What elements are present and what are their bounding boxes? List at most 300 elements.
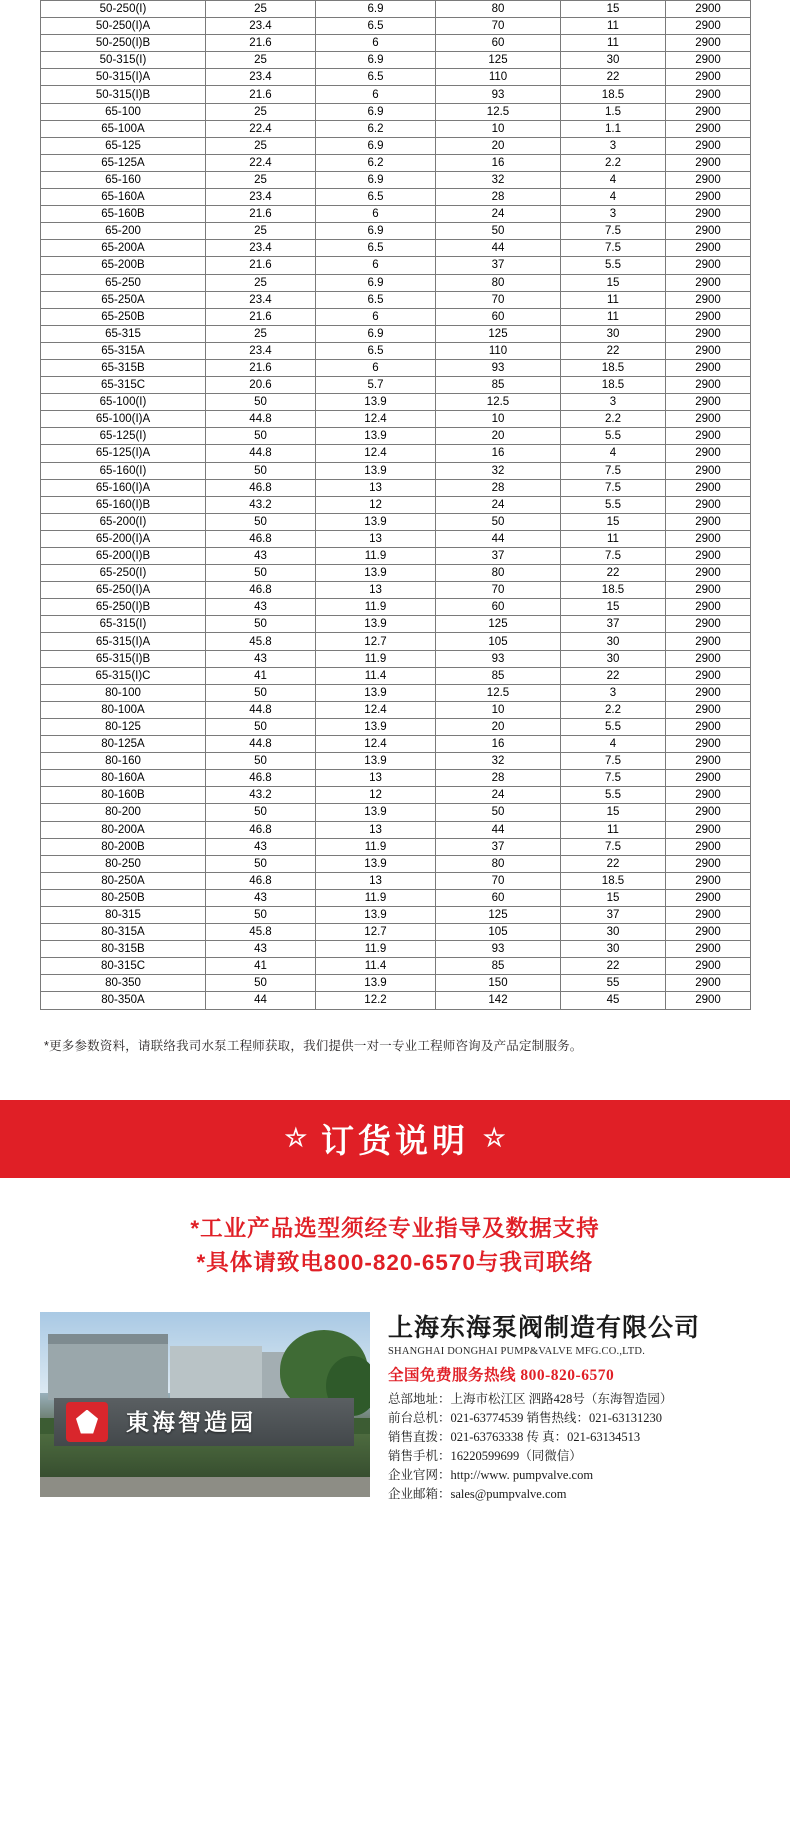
cell-model: 80-250B — [41, 889, 206, 906]
cell-value: 105 — [436, 924, 561, 941]
cell-model: 50-315(I) — [41, 52, 206, 69]
cell-value: 30 — [561, 633, 666, 650]
cell-value: 13.9 — [316, 684, 436, 701]
cell-value: 46.8 — [206, 821, 316, 838]
cell-value: 21.6 — [206, 35, 316, 52]
cell-value: 2900 — [666, 103, 751, 120]
cell-value: 18.5 — [561, 86, 666, 103]
cell-value: 2.2 — [561, 154, 666, 171]
cell-value: 43 — [206, 889, 316, 906]
cell-value: 6.5 — [316, 342, 436, 359]
cell-value: 7.5 — [561, 770, 666, 787]
cell-value: 11.4 — [316, 667, 436, 684]
cell-value: 7.5 — [561, 462, 666, 479]
cell-value: 2900 — [666, 308, 751, 325]
cell-value: 21.6 — [206, 257, 316, 274]
cell-value: 12 — [316, 787, 436, 804]
cell-value: 25 — [206, 137, 316, 154]
cell-value: 2900 — [666, 821, 751, 838]
table-row — [41, 240, 751, 257]
cell-value: 6 — [316, 206, 436, 223]
cell-value: 22 — [561, 855, 666, 872]
cell-value: 12.4 — [316, 701, 436, 718]
cell-value: 2900 — [666, 992, 751, 1009]
cell-value: 11 — [561, 821, 666, 838]
table-row — [41, 548, 751, 565]
cell-value: 30 — [561, 52, 666, 69]
photo-wall-text: 東海智造园 — [126, 1408, 256, 1435]
cell-value: 3 — [561, 684, 666, 701]
table-row — [41, 513, 751, 530]
cell-value: 45.8 — [206, 633, 316, 650]
table-row — [41, 1, 751, 18]
cell-model: 50-250(I) — [41, 1, 206, 18]
cell-value: 60 — [436, 308, 561, 325]
cell-value: 22.4 — [206, 154, 316, 171]
cell-value: 2900 — [666, 462, 751, 479]
cell-value: 2900 — [666, 291, 751, 308]
cell-value: 23.4 — [206, 240, 316, 257]
cell-value: 50 — [206, 718, 316, 735]
table-row — [41, 394, 751, 411]
cell-value: 2900 — [666, 667, 751, 684]
cell-value: 50 — [206, 975, 316, 992]
cell-value: 44.8 — [206, 736, 316, 753]
cell-value: 11 — [561, 35, 666, 52]
star-left-icon: ☆ — [284, 1123, 307, 1152]
hotline: 全国免费服务热线 800-820-6570 — [388, 1366, 615, 1384]
cell-value: 2900 — [666, 548, 751, 565]
cell-value: 2900 — [666, 650, 751, 667]
cell-value: 2900 — [666, 1, 751, 18]
cell-value: 3 — [561, 206, 666, 223]
cell-value: 23.4 — [206, 342, 316, 359]
cell-value: 2900 — [666, 35, 751, 52]
cell-value: 45.8 — [206, 924, 316, 941]
cell-value: 44.8 — [206, 701, 316, 718]
table-row — [41, 137, 751, 154]
cell-model: 65-100A — [41, 120, 206, 137]
cell-value: 12.7 — [316, 924, 436, 941]
cell-value: 2900 — [666, 240, 751, 257]
cell-value: 13 — [316, 770, 436, 787]
banner-title: 订货说明 — [321, 1122, 469, 1160]
table-row — [41, 855, 751, 872]
cell-value: 37 — [436, 838, 561, 855]
cell-value: 3 — [561, 394, 666, 411]
cell-model: 65-200(I)A — [41, 530, 206, 547]
cell-model: 65-100(I) — [41, 394, 206, 411]
cell-value: 12.5 — [436, 684, 561, 701]
cell-model: 80-250A — [41, 872, 206, 889]
cell-model: 80-250 — [41, 855, 206, 872]
cell-value: 105 — [436, 633, 561, 650]
footer-contact-line: 前台总机：021-63774539 销售热线：021-63131230 — [388, 1410, 662, 1425]
cell-value: 2900 — [666, 496, 751, 513]
cell-model: 65-160(I)B — [41, 496, 206, 513]
table-row — [41, 18, 751, 35]
cell-value: 2900 — [666, 616, 751, 633]
cell-value: 2900 — [666, 325, 751, 342]
cell-value: 2900 — [666, 941, 751, 958]
cell-model: 65-160(I)A — [41, 479, 206, 496]
cell-model: 65-125(I)A — [41, 445, 206, 462]
table-row — [41, 291, 751, 308]
cell-value: 30 — [561, 650, 666, 667]
slogan-line-1: *工业产品选型须经专业指导及数据支持 — [190, 1215, 600, 1241]
cell-model: 80-350 — [41, 975, 206, 992]
cell-value: 37 — [436, 548, 561, 565]
table-row — [41, 530, 751, 547]
cell-value: 15 — [561, 599, 666, 616]
cell-value: 2900 — [666, 206, 751, 223]
cell-value: 13.9 — [316, 855, 436, 872]
table-row — [41, 906, 751, 923]
cell-value: 41 — [206, 667, 316, 684]
cell-value: 18.5 — [561, 872, 666, 889]
cell-value: 6.5 — [316, 18, 436, 35]
table-row — [41, 462, 751, 479]
cell-value: 2900 — [666, 171, 751, 188]
cell-value: 70 — [436, 18, 561, 35]
cell-model: 65-315C — [41, 377, 206, 394]
cell-value: 22 — [561, 342, 666, 359]
cell-value: 28 — [436, 479, 561, 496]
cell-model: 80-315B — [41, 941, 206, 958]
cell-value: 13.9 — [316, 906, 436, 923]
cell-value: 6.5 — [316, 291, 436, 308]
cell-model: 65-315(I)C — [41, 667, 206, 684]
cell-value: 2900 — [666, 513, 751, 530]
cell-value: 7.5 — [561, 240, 666, 257]
cell-value: 18.5 — [561, 377, 666, 394]
cell-value: 15 — [561, 1, 666, 18]
cell-value: 18.5 — [561, 582, 666, 599]
cell-value: 7.5 — [561, 753, 666, 770]
cell-value: 125 — [436, 325, 561, 342]
cell-model: 80-125A — [41, 736, 206, 753]
table-row — [41, 189, 751, 206]
cell-model: 65-200(I)B — [41, 548, 206, 565]
cell-value: 2900 — [666, 770, 751, 787]
cell-value: 6 — [316, 86, 436, 103]
cell-value: 2900 — [666, 906, 751, 923]
cell-value: 13.9 — [316, 804, 436, 821]
cell-value: 50 — [206, 462, 316, 479]
table-row — [41, 616, 751, 633]
cell-value: 24 — [436, 496, 561, 513]
cell-value: 15 — [561, 513, 666, 530]
cell-value: 93 — [436, 359, 561, 376]
cell-value: 13.9 — [316, 565, 436, 582]
cell-value: 46.8 — [206, 582, 316, 599]
table-row — [41, 633, 751, 650]
cell-model: 80-160A — [41, 770, 206, 787]
cell-value: 80 — [436, 855, 561, 872]
cell-value: 32 — [436, 462, 561, 479]
cell-value: 2900 — [666, 530, 751, 547]
cell-model: 65-315(I)A — [41, 633, 206, 650]
cell-value: 10 — [436, 120, 561, 137]
cell-value: 6.9 — [316, 171, 436, 188]
table-row — [41, 496, 751, 513]
cell-value: 43.2 — [206, 496, 316, 513]
cell-value: 125 — [436, 906, 561, 923]
table-row — [41, 753, 751, 770]
cell-model: 65-125A — [41, 154, 206, 171]
cell-value: 70 — [436, 291, 561, 308]
cell-value: 50 — [206, 428, 316, 445]
cell-value: 7.5 — [561, 223, 666, 240]
table-row — [41, 889, 751, 906]
cell-value: 30 — [561, 325, 666, 342]
cell-value: 37 — [436, 257, 561, 274]
cell-model: 65-200B — [41, 257, 206, 274]
cell-model: 65-160 — [41, 171, 206, 188]
cell-value: 2900 — [666, 924, 751, 941]
cell-model: 65-250(I)A — [41, 582, 206, 599]
cell-value: 23.4 — [206, 69, 316, 86]
cell-value: 22 — [561, 565, 666, 582]
cell-value: 16 — [436, 736, 561, 753]
cell-value: 22 — [561, 958, 666, 975]
cell-value: 4 — [561, 171, 666, 188]
cell-value: 22 — [561, 69, 666, 86]
cell-value: 5.5 — [561, 428, 666, 445]
cell-value: 32 — [436, 171, 561, 188]
cell-value: 2900 — [666, 52, 751, 69]
cell-value: 2.2 — [561, 701, 666, 718]
cell-value: 2900 — [666, 479, 751, 496]
cell-value: 11.9 — [316, 599, 436, 616]
cell-value: 25 — [206, 325, 316, 342]
cell-value: 12 — [316, 496, 436, 513]
cell-value: 85 — [436, 958, 561, 975]
cell-value: 11.9 — [316, 889, 436, 906]
cell-value: 1.5 — [561, 103, 666, 120]
cell-value: 13.9 — [316, 462, 436, 479]
cell-value: 4 — [561, 189, 666, 206]
cell-value: 2900 — [666, 838, 751, 855]
cell-value: 85 — [436, 377, 561, 394]
cell-model: 80-200A — [41, 821, 206, 838]
cell-value: 2900 — [666, 445, 751, 462]
table-row — [41, 821, 751, 838]
cell-value: 24 — [436, 206, 561, 223]
cell-value: 50 — [206, 804, 316, 821]
cell-value: 2.2 — [561, 411, 666, 428]
table-row — [41, 325, 751, 342]
cell-value: 6.5 — [316, 189, 436, 206]
cell-value: 60 — [436, 889, 561, 906]
photo-road — [40, 1477, 370, 1497]
cell-value: 13.9 — [316, 975, 436, 992]
cell-value: 30 — [561, 924, 666, 941]
cell-value: 15 — [561, 274, 666, 291]
cell-value: 2900 — [666, 701, 751, 718]
table-row — [41, 684, 751, 701]
table-row — [41, 838, 751, 855]
cell-value: 6.2 — [316, 120, 436, 137]
cell-value: 142 — [436, 992, 561, 1009]
cell-value: 6.9 — [316, 325, 436, 342]
order-instructions-banner — [0, 1100, 790, 1178]
cell-value: 12.4 — [316, 445, 436, 462]
table-row — [41, 206, 751, 223]
table-row — [41, 342, 751, 359]
cell-model: 65-250(I)B — [41, 599, 206, 616]
cell-value: 16 — [436, 154, 561, 171]
cell-value: 25 — [206, 223, 316, 240]
table-row — [41, 667, 751, 684]
table-row — [41, 872, 751, 889]
cell-model: 80-100A — [41, 701, 206, 718]
cell-value: 45 — [561, 992, 666, 1009]
cell-value: 80 — [436, 1, 561, 18]
cell-value: 5.5 — [561, 496, 666, 513]
table-row — [41, 599, 751, 616]
cell-value: 25 — [206, 1, 316, 18]
cell-model: 80-200B — [41, 838, 206, 855]
footer-contact-lines — [388, 1390, 750, 1504]
cell-value: 60 — [436, 35, 561, 52]
cell-value: 2900 — [666, 154, 751, 171]
cell-value: 2900 — [666, 872, 751, 889]
cell-value: 10 — [436, 701, 561, 718]
table-row — [41, 992, 751, 1009]
cell-value: 12.4 — [316, 411, 436, 428]
cell-value: 20.6 — [206, 377, 316, 394]
cell-value: 23.4 — [206, 189, 316, 206]
cell-value: 2900 — [666, 189, 751, 206]
cell-value: 2900 — [666, 342, 751, 359]
table-row — [41, 274, 751, 291]
cell-model: 80-315 — [41, 906, 206, 923]
cell-model: 65-315A — [41, 342, 206, 359]
table-row — [41, 924, 751, 941]
cell-value: 50 — [206, 394, 316, 411]
cell-value: 6 — [316, 359, 436, 376]
cell-value: 5.7 — [316, 377, 436, 394]
cell-value: 5.5 — [561, 257, 666, 274]
cell-value: 43 — [206, 548, 316, 565]
cell-value: 93 — [436, 86, 561, 103]
cell-value: 43 — [206, 599, 316, 616]
footer-contact-line: 总部地址：上海市松江区 泗路428号（东海智造园） — [388, 1391, 673, 1406]
cell-value: 125 — [436, 616, 561, 633]
cell-value: 2900 — [666, 975, 751, 992]
table-row — [41, 35, 751, 52]
cell-value: 12.7 — [316, 633, 436, 650]
cell-value: 2900 — [666, 86, 751, 103]
company-logo-icon — [66, 1402, 108, 1442]
cell-value: 6 — [316, 308, 436, 325]
cell-model: 80-160B — [41, 787, 206, 804]
table-row — [41, 120, 751, 137]
cell-value: 20 — [436, 428, 561, 445]
cell-value: 2900 — [666, 257, 751, 274]
cell-value: 80 — [436, 565, 561, 582]
star-right-icon: ☆ — [483, 1123, 506, 1152]
cell-value: 44 — [436, 240, 561, 257]
cell-value: 11 — [561, 530, 666, 547]
cell-value: 21.6 — [206, 86, 316, 103]
photo-building-1-roof — [48, 1334, 168, 1344]
cell-value: 2900 — [666, 958, 751, 975]
cell-value: 28 — [436, 770, 561, 787]
cell-value: 25 — [206, 52, 316, 69]
cell-value: 13.9 — [316, 718, 436, 735]
cell-value: 2900 — [666, 411, 751, 428]
table-row — [41, 479, 751, 496]
cell-model: 50-250(I)A — [41, 18, 206, 35]
cell-value: 2900 — [666, 582, 751, 599]
table-row — [41, 958, 751, 975]
cell-value: 10 — [436, 411, 561, 428]
cell-value: 50 — [206, 906, 316, 923]
cell-model: 65-250 — [41, 274, 206, 291]
cell-model: 80-315A — [41, 924, 206, 941]
cell-model: 65-100 — [41, 103, 206, 120]
cell-value: 2900 — [666, 377, 751, 394]
cell-value: 7.5 — [561, 479, 666, 496]
table-row — [41, 582, 751, 599]
cell-value: 13.9 — [316, 428, 436, 445]
cell-value: 25 — [206, 274, 316, 291]
company-name-cn: 上海东海泵阀制造有限公司 — [388, 1314, 701, 1342]
cell-value: 50 — [206, 684, 316, 701]
cell-model: 65-250A — [41, 291, 206, 308]
cell-value: 85 — [436, 667, 561, 684]
cell-value: 44.8 — [206, 445, 316, 462]
cell-model: 50-315(I)B — [41, 86, 206, 103]
cell-value: 11.9 — [316, 941, 436, 958]
cell-value: 43 — [206, 650, 316, 667]
footer-contact-line: 企业官网：http://www. pumpvalve.com — [388, 1467, 594, 1482]
cell-value: 44.8 — [206, 411, 316, 428]
cell-value: 2900 — [666, 394, 751, 411]
cell-model: 65-200 — [41, 223, 206, 240]
cell-value: 37 — [561, 616, 666, 633]
footer — [0, 1304, 790, 1534]
cell-value: 70 — [436, 872, 561, 889]
cell-value: 46.8 — [206, 872, 316, 889]
table-row — [41, 718, 751, 735]
cell-value: 13 — [316, 872, 436, 889]
table-row — [41, 308, 751, 325]
cell-value: 43 — [206, 941, 316, 958]
cell-value: 43.2 — [206, 787, 316, 804]
table-row — [41, 69, 751, 86]
cell-model: 65-125(I) — [41, 428, 206, 445]
table-row — [41, 650, 751, 667]
cell-model: 65-200(I) — [41, 513, 206, 530]
cell-value: 50 — [436, 223, 561, 240]
cell-value: 13.9 — [316, 616, 436, 633]
slogan-line-2: *具体请致电800-820-6570与我司联络 — [196, 1249, 594, 1275]
table-row — [41, 804, 751, 821]
cell-model: 80-200 — [41, 804, 206, 821]
cell-value: 16 — [436, 445, 561, 462]
cell-value: 23.4 — [206, 291, 316, 308]
table-row — [41, 445, 751, 462]
cell-value: 93 — [436, 650, 561, 667]
cell-value: 2900 — [666, 599, 751, 616]
cell-value: 110 — [436, 69, 561, 86]
cell-value: 2900 — [666, 684, 751, 701]
cell-value: 93 — [436, 941, 561, 958]
cell-model: 65-315 — [41, 325, 206, 342]
